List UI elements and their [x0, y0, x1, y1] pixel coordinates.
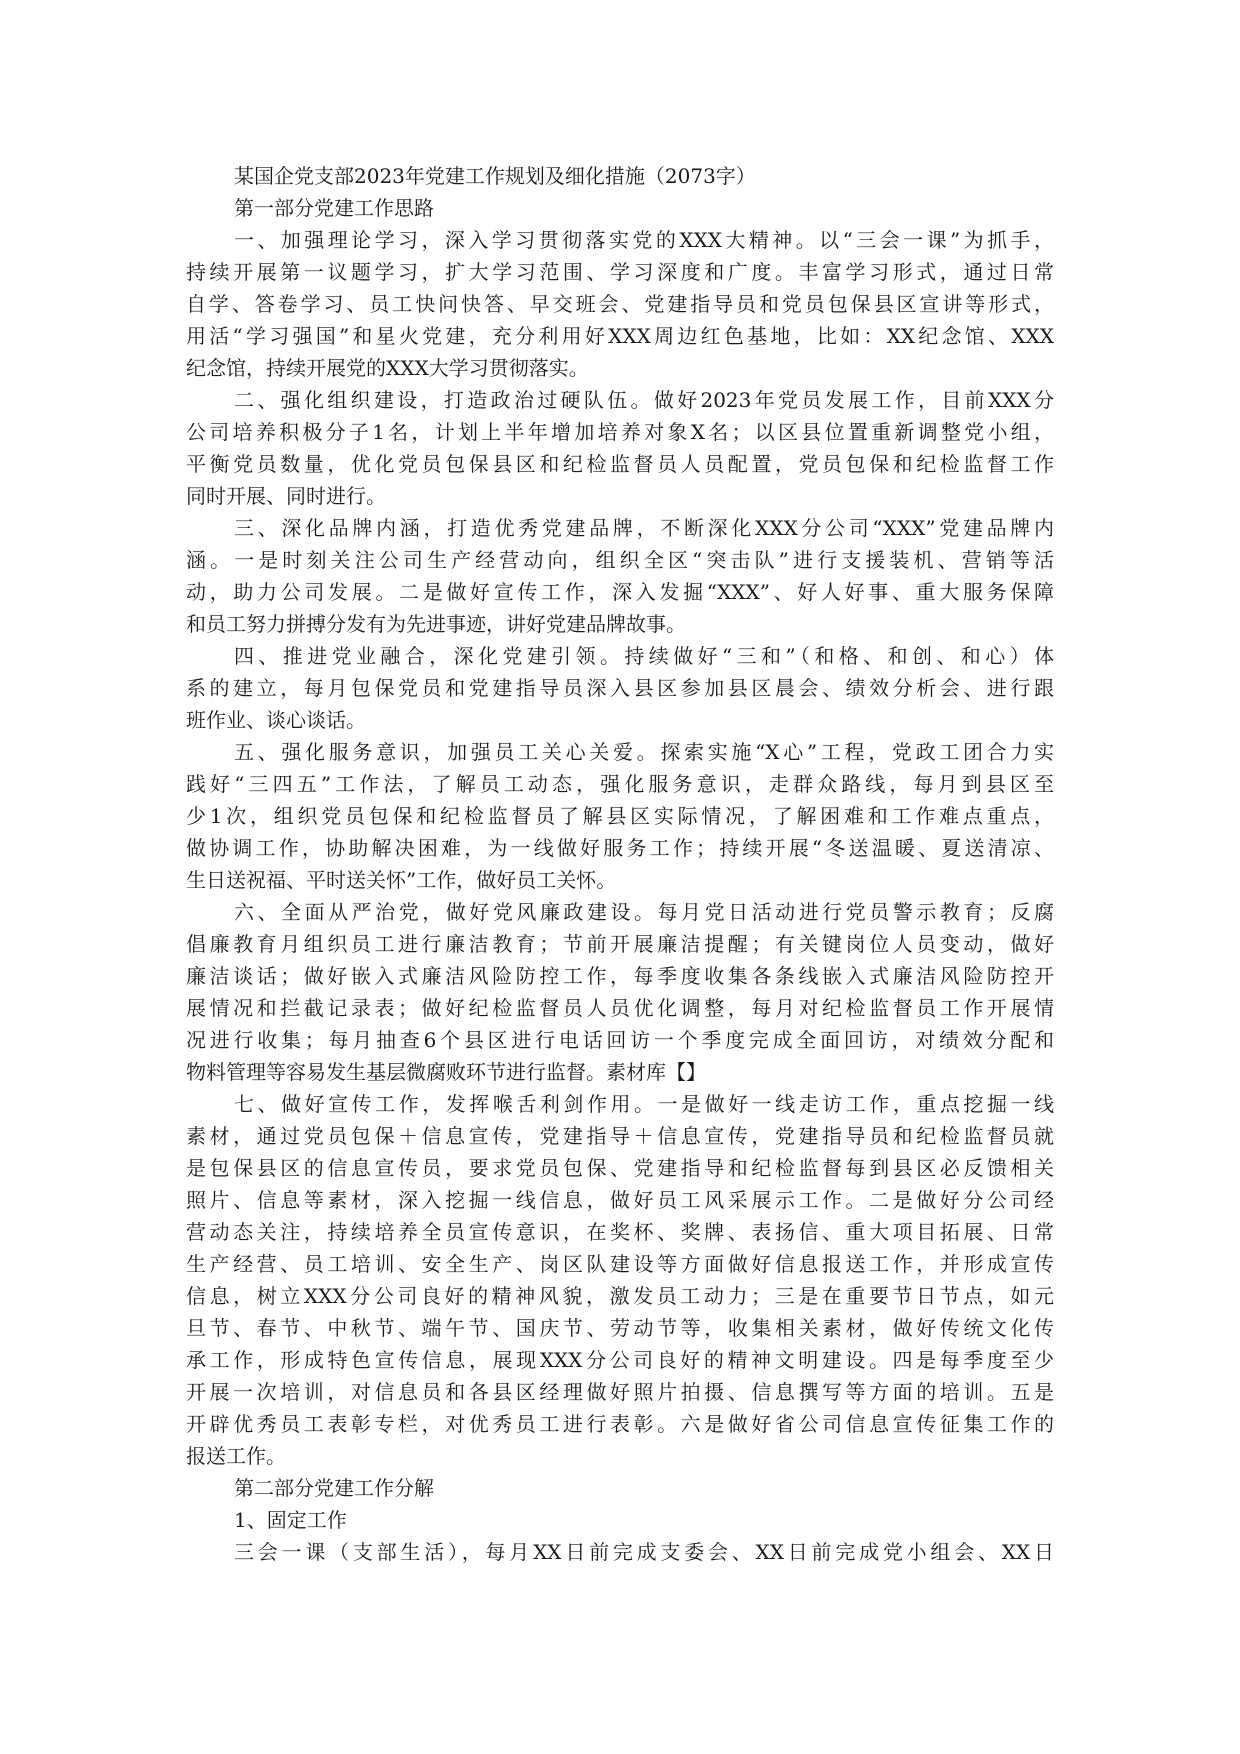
paragraph-line: 营动态关注，持续培养全员宣传意识，在奖杯、奖牌、表扬信、重大项目拓展、日常 — [186, 1220, 1054, 1244]
paragraph-line: 持续开展第一议题学习，扩大学习范围、学习深度和广度。丰富学习形式，通过日常 — [186, 260, 1054, 284]
paragraph-line: 一、加强理论学习，深入学习贯彻落实党的XXX大精神。以“三会一课”为抓手， — [234, 228, 1054, 252]
paragraph-line: 廉洁谈话；做好嵌入式廉洁风险防控工作，每季度收集各条线嵌入式廉洁风险防控开 — [186, 964, 1054, 988]
paragraph-line: 况进行收集；每月抽查6个县区进行电话回访一个季度完成全面回访，对绩效分配和 — [186, 1028, 1054, 1052]
paragraph-line: 四、推进党业融合，深化党建引领。持续做好“三和”（和格、和创、和心）体 — [234, 644, 1054, 668]
paragraph-line: 信息，树立XXX分公司良好的精神风貌，激发员工动力；三是在重要节日节点，如元 — [186, 1284, 1054, 1308]
final-line: 三会一课（支部生活），每月XX日前完成支委会、XX日前完成党小组会、XX日 — [234, 1540, 1054, 1564]
paragraph-line: 同时开展、同时进行。 — [186, 484, 386, 508]
paragraph-line: 是包保县区的信息宣传员，要求党员包保、党建指导和纪检监督每到县区必反馈相关 — [186, 1156, 1054, 1180]
document-title: 某国企党支部2023年党建工作规划及细化措施（2073字） — [234, 164, 756, 188]
paragraph-line: 平衡党员数量，优化党员包保县区和纪检监督员人员配置，党员包保和纪检监督工作 — [186, 452, 1054, 476]
paragraph-line: 报送工作。 — [186, 1444, 286, 1468]
paragraph-line: 纪念馆，持续开展党的XXX大学习贯彻落实。 — [186, 356, 589, 380]
paragraph — [186, 512, 1054, 640]
paragraph-line: 自学、答卷学习、员工快问快答、早交班会、党建指导员和党员包保县区宣讲等形式， — [186, 292, 1054, 316]
paragraph-line: 和员工努力拼搏分发有为先进事迹，讲好党建品牌故事。 — [186, 612, 686, 636]
paragraph-line: 公司培养积极分子1名，计划上半年增加培养对象X名；以区县位置重新调整党小组， — [186, 420, 1054, 444]
part1-heading: 第一部分党建工作思路 — [234, 196, 434, 220]
paragraph-line: 生产经营、员工培训、安全生产、岗区队建设等方面做好信息报送工作，并形成宣传 — [186, 1252, 1054, 1276]
paragraph-line: 开展一次培训，对信息员和各县区经理做好照片拍摄、信息撰写等方面的培训。五是 — [186, 1380, 1054, 1404]
paragraph-line: 开辟优秀员工表彰专栏，对优秀员工进行表彰。六是做好省公司信息宣传征集工作的 — [186, 1412, 1054, 1436]
paragraph — [186, 736, 1054, 896]
paragraph-line: 少1次，组织党员包保和纪检监督员了解县区实际情况，了解困难和工作难点重点， — [186, 804, 1054, 828]
paragraph-line: 践好“三四五”工作法，了解员工动态，强化服务意识，走群众路线，每月到县区至 — [186, 772, 1054, 796]
paragraph-line: 做协调工作，协助解决困难，为一线做好服务工作；持续开展“冬送温暖、夏送清凉、 — [186, 836, 1054, 860]
paragraph-line: 系的建立，每月包保党员和党建指导员深入县区参加县区晨会、绩效分析会、进行跟 — [186, 676, 1054, 700]
paragraph-line: 五、强化服务意识，加强员工关心关爱。探索实施“X心”工程，党政工团合力实 — [234, 740, 1054, 764]
paragraph — [186, 384, 1054, 512]
paragraph — [186, 224, 1054, 384]
paragraph-line: 生日送祝福、平时送关怀”工作，做好员工关怀。 — [186, 868, 617, 892]
part2-heading: 第二部分党建工作分解 — [234, 1476, 434, 1500]
paragraph-line: 七、做好宣传工作，发挥喉舌利剑作用。一是做好一线走访工作，重点挖掘一线 — [234, 1092, 1054, 1116]
paragraph-list — [186, 224, 1054, 1472]
paragraph — [186, 1088, 1054, 1472]
paragraph-line: 涵。一是时刻关注公司生产经营动向，组织全区“突击队”进行支援装机、营销等活 — [186, 548, 1054, 572]
paragraph-line: 用活“学习强国”和星火党建，充分利用好XXX周边红色基地，比如：XX纪念馆、XXX — [186, 324, 1054, 348]
paragraph-line: 承工作，形成特色宣传信息，展现XXX分公司良好的精神文明建设。四是每季度至少 — [186, 1348, 1054, 1372]
paragraph-line: 照片、信息等素材，深入挖掘一线信息，做好员工风采展示工作。二是做好分公司经 — [186, 1188, 1054, 1212]
paragraph-line: 展情况和拦截记录表；做好纪检监督员人员优化调整，每月对纪检监督员工作开展情 — [186, 996, 1054, 1020]
paragraph — [186, 896, 1054, 1088]
document-body — [186, 160, 1054, 1568]
paragraph-line: 班作业、谈心谈话。 — [186, 708, 366, 732]
paragraph-line: 倡廉教育月组织员工进行廉洁教育；节前开展廉洁提醒；有关键岗位人员变动，做好 — [186, 932, 1054, 956]
section1-heading: 1、固定工作 — [234, 1508, 347, 1532]
paragraph-line: 二、强化组织建设，打造政治过硬队伍。做好2023年党员发展工作，目前XXX分 — [234, 388, 1054, 412]
paragraph-line: 六、全面从严治党，做好党风廉政建设。每月党日活动进行党员警示教育；反腐 — [234, 900, 1054, 924]
paragraph-line: 素材，通过党员包保＋信息宣传，党建指导＋信息宣传，党建指导员和纪检监督员就 — [186, 1124, 1054, 1148]
paragraph-line: 物料管理等容易发生基层微腐败环节进行监督。素材库【】 — [186, 1060, 706, 1084]
paragraph — [186, 640, 1054, 736]
paragraph-line: 旦节、春节、中秋节、端午节、国庆节、劳动节等，收集相关素材，做好传统文化传 — [186, 1316, 1054, 1340]
paragraph-line: 三、深化品牌内涵，打造优秀党建品牌，不断深化XXX分公司“XXX”党建品牌内 — [234, 516, 1054, 540]
paragraph-line: 动，助力公司发展。二是做好宣传工作，深入发掘“XXX”、好人好事、重大服务保障 — [186, 580, 1054, 604]
